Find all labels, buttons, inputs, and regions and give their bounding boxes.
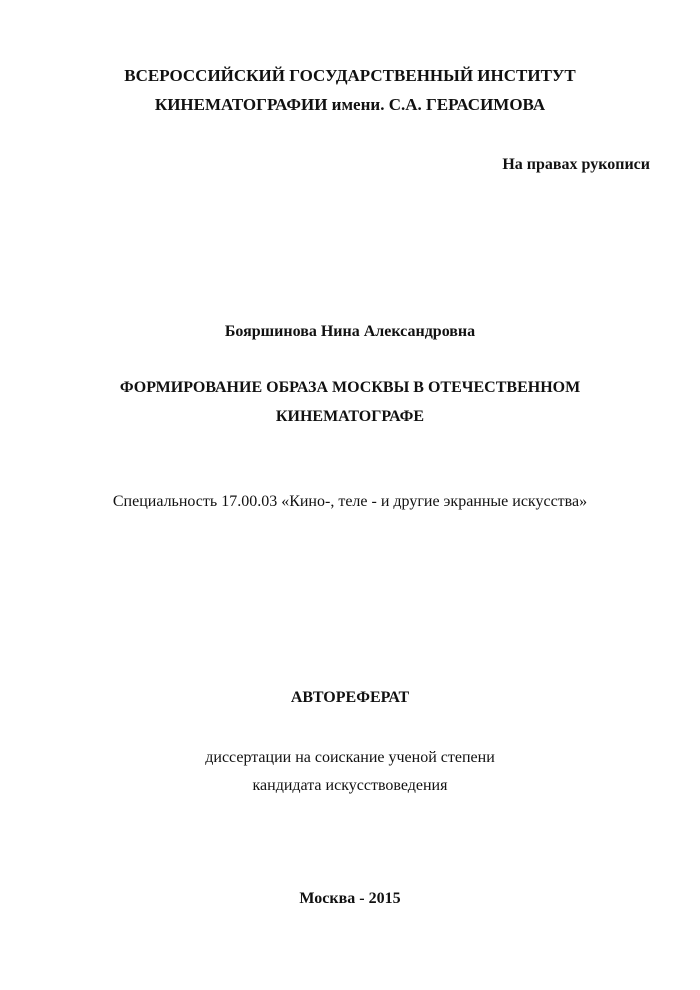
dissertation-title-line1: ФОРМИРОВАНИЕ ОБРАЗА МОСКВЫ В ОТЕЧЕСТВЕННОМ <box>119 379 581 396</box>
place-and-year: Москва - 2015 <box>299 890 401 907</box>
purpose-line2: кандидата искусствоведения <box>252 777 448 794</box>
dissertation-title-line2: КИНЕМАТОГРАФЕ <box>275 408 425 425</box>
specialty: Специальность 17.00.03 «Кино-, теле - и другие экранные искусства» <box>112 493 588 510</box>
purpose-line1: диссертации на соискание ученой степени <box>205 749 495 766</box>
document-type: АВТОРЕФЕРАТ <box>290 689 410 706</box>
institution-name-line2: КИНЕМАТОГРАФИИ имени. С.А. ГЕРАСИМОВА <box>154 95 546 114</box>
author-name: Бояршинова Нина Александровна <box>224 323 476 340</box>
institution-name-line1: ВСЕРОССИЙСКИЙ ГОСУДАРСТВЕННЫЙ ИНСТИТУТ <box>124 66 576 85</box>
manuscript-rights: На правах рукописи <box>502 156 650 173</box>
